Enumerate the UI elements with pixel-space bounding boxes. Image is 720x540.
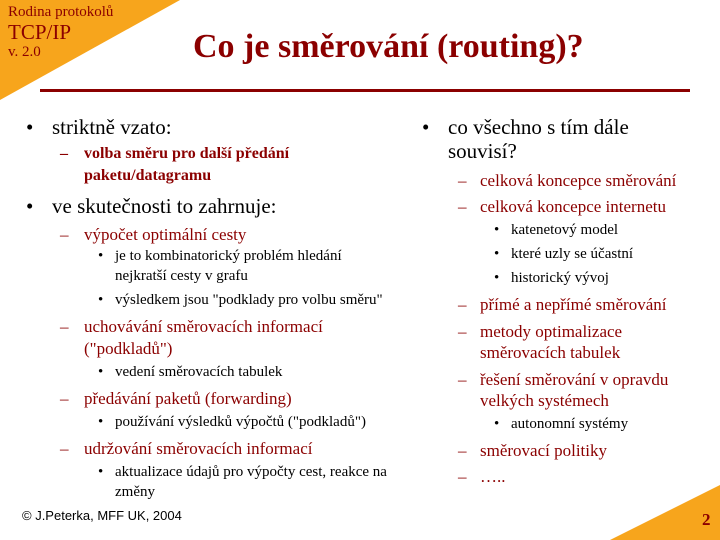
item-maintaining-info: udržování směrovacích informací [84, 439, 313, 458]
bullet-marker: • [494, 270, 500, 286]
subitem-combinatorial-2: nejkratší cesty v grafu [115, 268, 248, 284]
bullet-marker: • [98, 364, 104, 380]
left-sub-direction-2: paketu/datagramu [84, 167, 212, 184]
right-bullet-related-1: co všechno s tím dále [448, 115, 629, 139]
right-item-routing-concept: celková koncepce směrování [480, 171, 677, 190]
right-subitem-catenet: katenetový model [511, 222, 619, 238]
right-item-optimization-1: metody optimalizace [480, 322, 623, 341]
right-item-policies: směrovací politiky [480, 441, 608, 460]
subitem-update-1: aktualizace údajů pro výpočty cest, reakce na [115, 464, 387, 480]
bullet-marker: • [494, 222, 500, 238]
subitem-combinatorial-1: je to kombinatorický problém hledání [115, 248, 342, 264]
dash-marker: – [458, 197, 467, 216]
dash-marker: – [458, 467, 467, 486]
dash-marker: – [60, 439, 69, 458]
right-item-large-systems-1: řešení směrování v opravdu [480, 370, 669, 389]
bullet-marker: • [98, 248, 104, 264]
left-bullet-includes: ve skutečnosti to zahrnuje: [52, 194, 277, 218]
right-item-direct-indirect: přímé a nepřímé směrování [480, 295, 667, 314]
left-bullet-strictly: striktně vzato: [52, 115, 172, 139]
title-divider [40, 89, 690, 92]
bullet-marker: • [26, 115, 34, 139]
subitem-using-results: používání výsledků výpočtů ("podkladů") [115, 414, 366, 430]
subitem-update-2: změny [115, 484, 155, 500]
right-subitem-autonomous: autonomní systémy [511, 416, 629, 432]
left-sub-direction-1: volba směru pro další předání [84, 145, 290, 162]
bullet-marker: • [494, 246, 500, 262]
subitem-result: výsledkem jsou "podklady pro volbu směru" [115, 292, 383, 308]
right-item-large-systems-2: velkých systémech [480, 391, 609, 410]
dash-marker: – [458, 322, 467, 341]
series-label: Rodina protokolů [8, 4, 114, 20]
item-storing-info-2: ("podkladů") [84, 339, 173, 358]
right-subitem-nodes: které uzly se účastní [511, 246, 634, 262]
dash-marker: – [60, 225, 69, 244]
dash-marker: – [60, 145, 68, 162]
bullet-marker: • [98, 414, 104, 430]
bullet-marker: • [494, 416, 500, 432]
right-item-ellipsis: ….. [480, 467, 506, 486]
dash-marker: – [458, 171, 467, 190]
dash-marker: – [458, 441, 467, 460]
bullet-marker: • [422, 115, 430, 139]
dash-marker: – [60, 389, 69, 408]
bullet-marker: • [98, 464, 104, 480]
item-optimal-path: výpočet optimální cesty [84, 225, 247, 244]
item-forwarding: předávání paketů (forwarding) [84, 389, 292, 408]
dash-marker: – [458, 370, 467, 389]
copyright-footer: © J.Peterka, MFF UK, 2004 [22, 508, 182, 523]
right-item-optimization-2: směrovacích tabulek [480, 343, 621, 362]
right-subitem-history: historický vývoj [511, 270, 609, 286]
item-storing-info-1: uchovávání směrovacích informací [84, 317, 323, 336]
right-item-internet-concept: celková koncepce internetu [480, 197, 666, 216]
subitem-routing-tables: vedení směrovacích tabulek [115, 364, 283, 380]
dash-marker: – [458, 295, 467, 314]
bullet-marker: • [98, 292, 104, 308]
protocol-label: TCP/IP [8, 20, 72, 44]
version-label: v. 2.0 [8, 44, 41, 60]
right-bullet-related-2: souvisí? [448, 139, 517, 163]
bullet-marker: • [26, 194, 34, 218]
dash-marker: – [60, 317, 69, 336]
page-title: Co je směrování (routing)? [193, 28, 584, 65]
page-number: 2 [702, 510, 711, 529]
